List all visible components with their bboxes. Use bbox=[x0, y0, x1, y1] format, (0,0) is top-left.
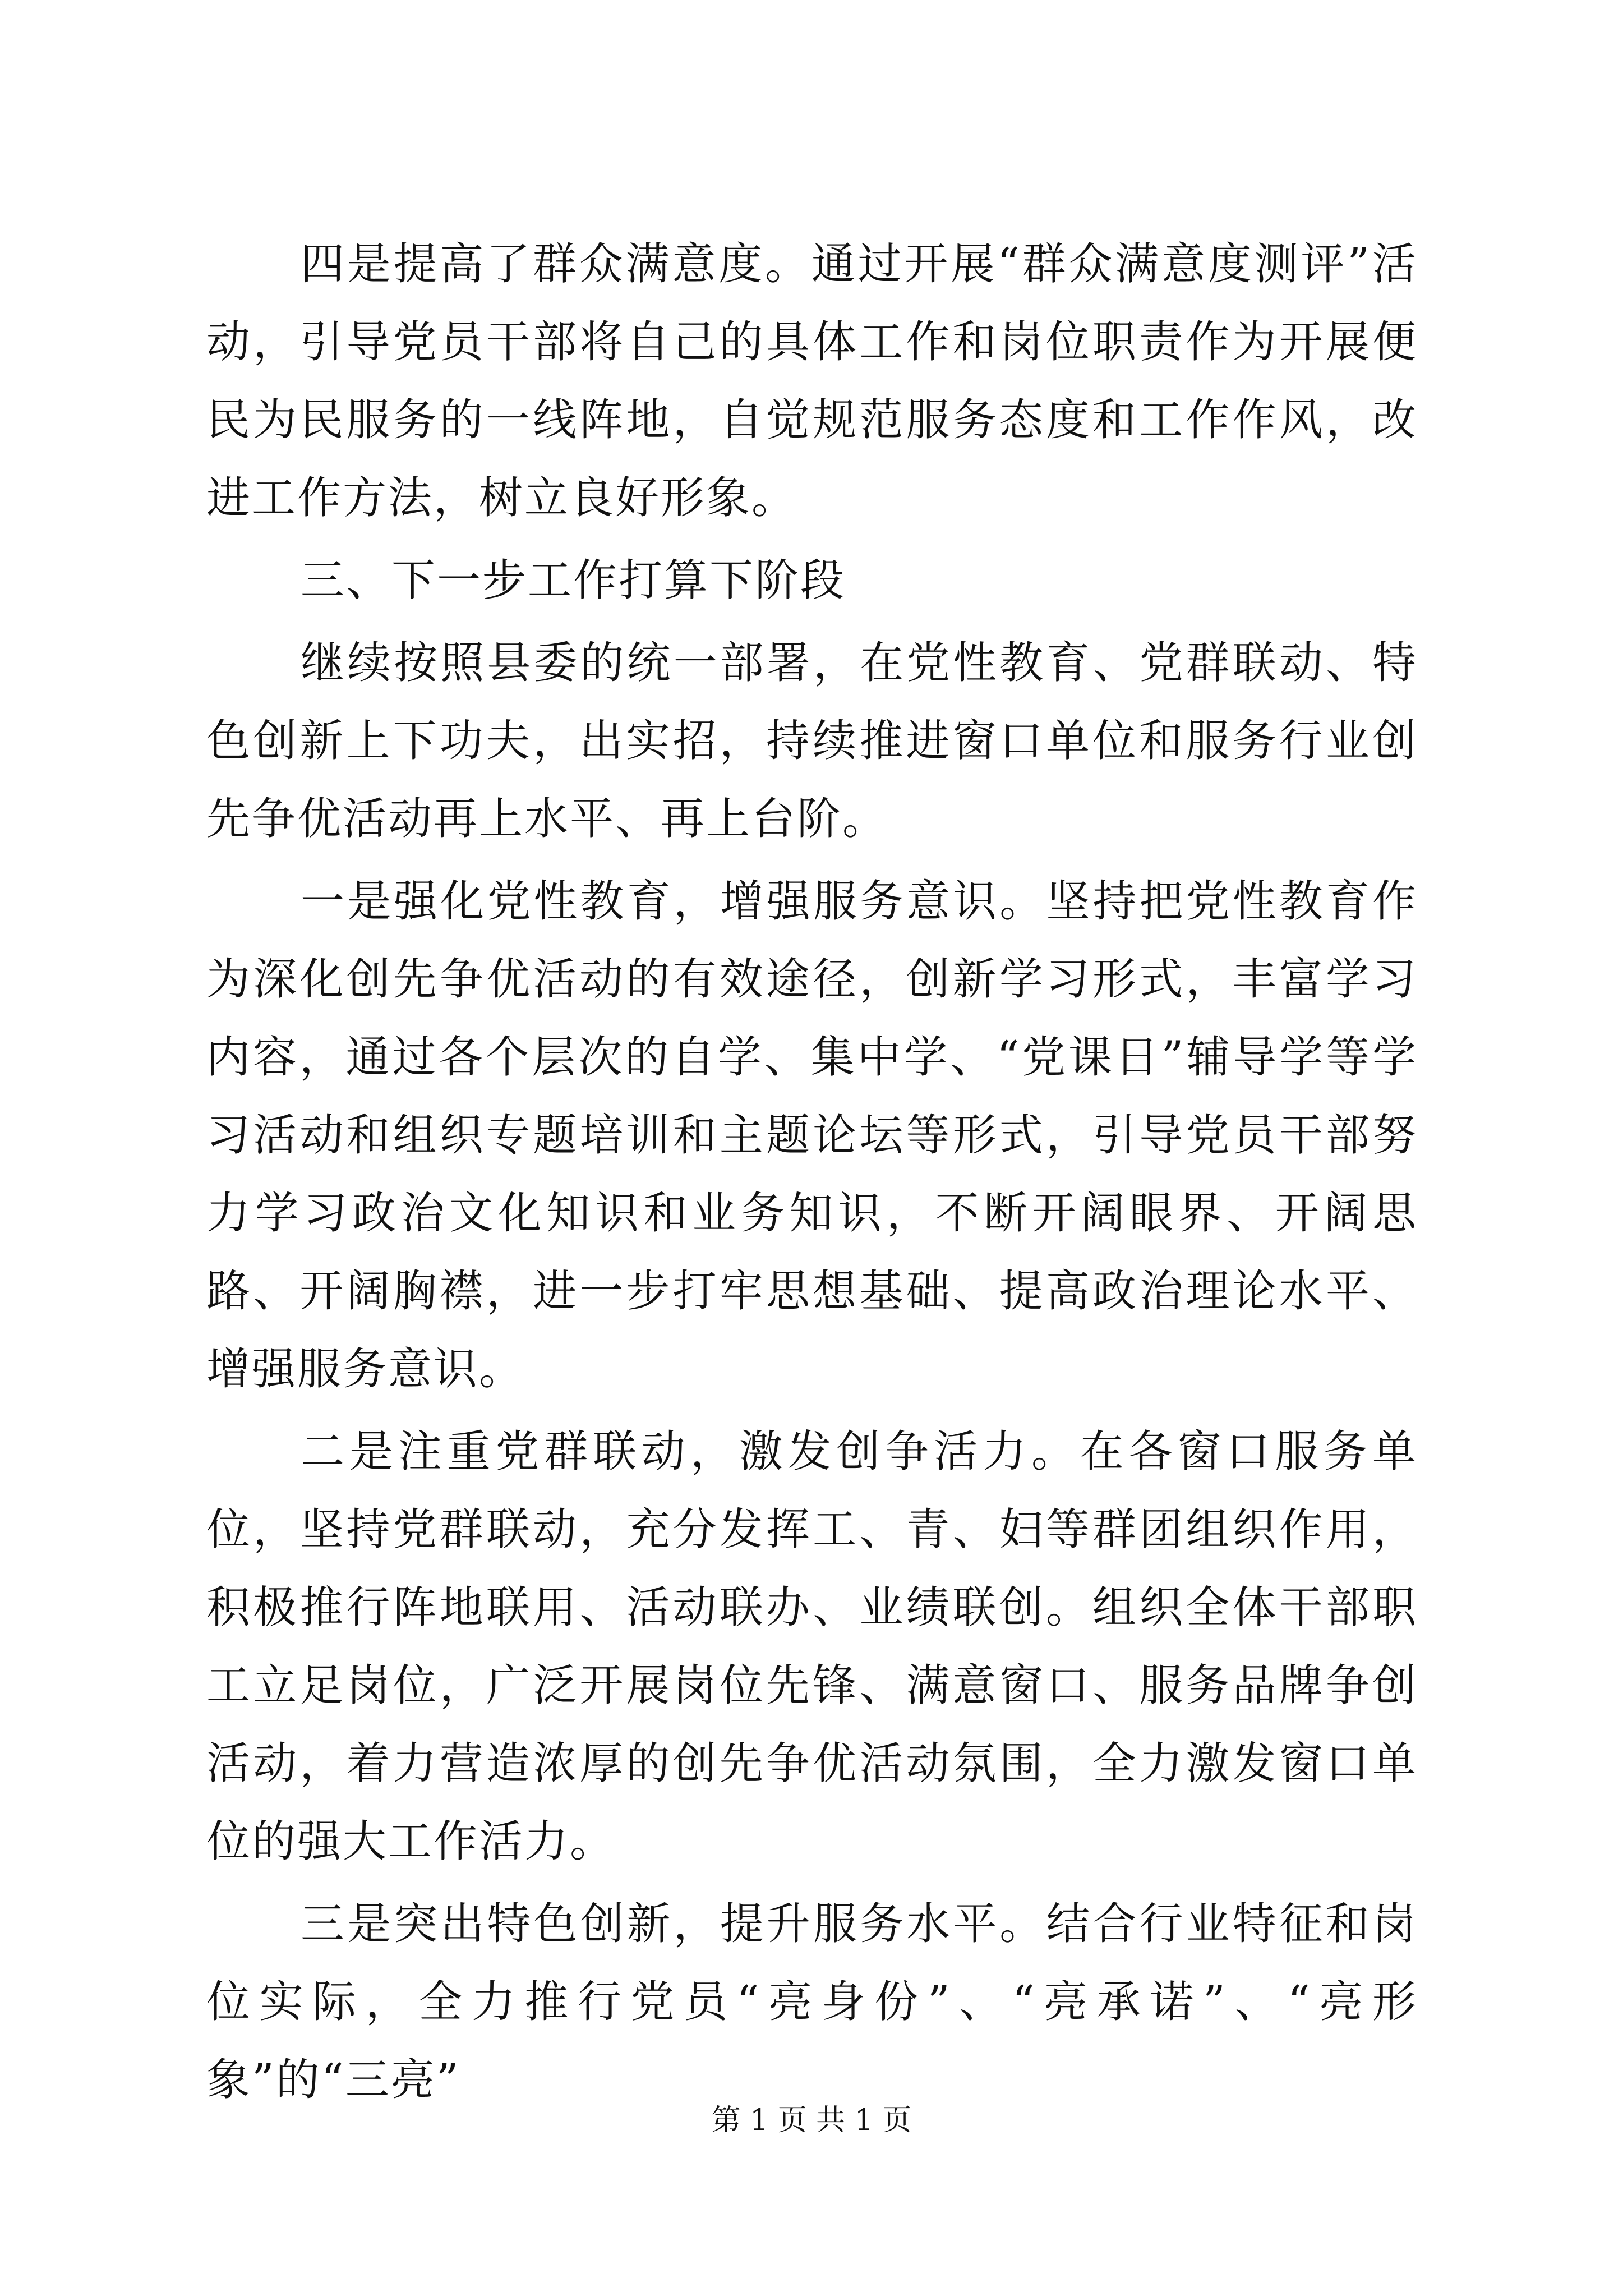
paragraph-item-1-party-education: 一是强化党性教育，增强服务意识。坚持把党性教育作为深化创先争优活动的有效途径，创新学习形式，丰富学习内容，通过各个层次的自学、集中学、“党课日”辅导学等学习活动和组织专题培训和主题论坛等形式，引导党员干部努力学习政治文化知识和业务知识，不断开阔眼界、开阔思路、开阔胸襟，进一步打牢思想基础、提高政治理论水平、增强服务意识。 bbox=[206, 876, 1418, 1395]
paragraph-item-4-satisfaction: 四是提高了群众满意度。通过开展“群众满意度测评”活动，引导党员干部将自己的具体工作和岗位职责作为开展便民为民服务的一线阵地，自觉规范服务态度和工作作风，改进工作方法，树立良好形象。 bbox=[206, 239, 1418, 523]
section-heading-next-steps: 三、下一步工作打算下阶段 bbox=[301, 555, 846, 606]
paragraph-deployment: 继续按照县委的统一部署，在党性教育、党群联动、特色创新上下功夫，出实招，持续推进窗口单位和服务行业创先争优活动再上水平、再上台阶。 bbox=[206, 638, 1418, 844]
document-body bbox=[206, 226, 1418, 2124]
page-number-footer: 第 1 页 共 1 页 bbox=[711, 2104, 912, 2137]
paragraph-item-3-innovation: 三是突出特色创新，提升服务水平。结合行业特征和岗位实际，全力推行党员“亮身份”、“亮承诺”、“亮形象”的“三亮” bbox=[206, 1899, 1418, 2105]
paragraph-item-2-party-mass-linkage: 二是注重党群联动，激发创争活力。在各窗口服务单位，坚持党群联动，充分发挥工、青、妇等群团组织作用，积极推行阵地联用、活动联办、业绩联创。组织全体干部职工立足岗位，广泛开展岗位先锋、满意窗口、服务品牌争创活动，着力营造浓厚的创先争优活动氛围，全力激发窗口单位的强大工作活力。 bbox=[206, 1427, 1418, 1867]
